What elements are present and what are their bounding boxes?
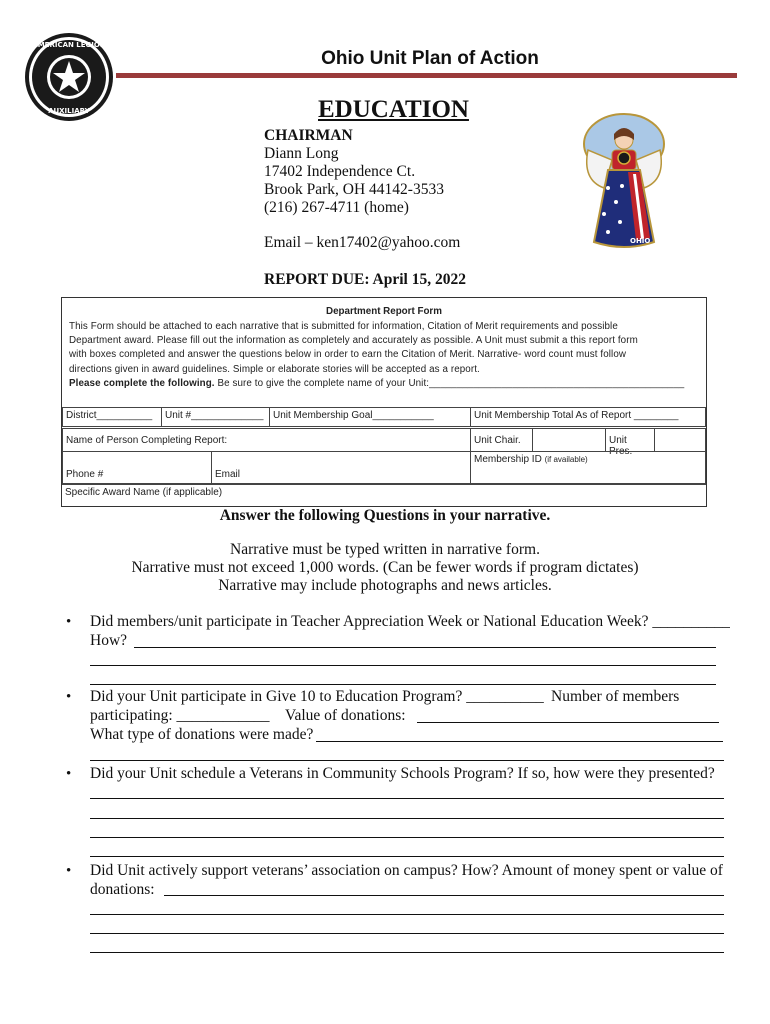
district-field[interactable]: District__________ (62, 407, 162, 427)
american-legion-auxiliary-logo (22, 25, 116, 129)
title-rule (116, 73, 737, 78)
form-intro-line5: Be sure to give the complete name of your Unit:______________________________________________ (214, 377, 685, 389)
q1-answer-line3[interactable] (90, 684, 716, 685)
chairman-name: Diann Long (264, 145, 339, 162)
question-1-how-label: How? (90, 632, 128, 649)
question-2-members-label: Number of members (551, 688, 680, 705)
form-intro-line1: This Form should be attached to each narrative that is submitted for information, Citation of Merit requirements and possible (69, 321, 618, 332)
chairman-address-line2: Brook Park, OH 44142-3533 (264, 181, 444, 198)
form-intro-bold: Please complete the following. (69, 377, 215, 389)
bullet-q3: • (66, 766, 72, 782)
form-header: Department Report Form (326, 306, 442, 317)
q4-answer-line1[interactable] (90, 914, 724, 915)
form-intro-line3: with boxes completed and answer the questions below in order to earn the Citation of Merit. Narrative- word count must follow (69, 349, 627, 361)
unit-membership-goal-field[interactable]: Unit Membership Goal___________ (269, 407, 471, 427)
unit-membership-total-field[interactable]: Unit Membership Total As of Report ________ (470, 407, 706, 427)
angel-pin-illustration (578, 110, 670, 256)
report-due: REPORT DUE: April 15, 2022 (264, 271, 466, 288)
rule-line2: Narrative must not exceed 1,000 words. (Can be fewer words if program dictates) (131, 559, 639, 576)
department-report-form (61, 297, 707, 507)
question-3: Did your Unit schedule a Veterans in Community Schools Program? If so, how were they presented? (90, 765, 715, 782)
narrative-rules (0, 541, 770, 595)
q3-answer-line3[interactable] (90, 837, 724, 838)
unit-number-field[interactable]: Unit #_____________ (161, 407, 270, 427)
email-field[interactable]: Email (211, 451, 471, 484)
unit-chair-value-field[interactable] (532, 428, 606, 452)
question-2-participating: participating: ____________ (90, 707, 270, 724)
question-2: Did your Unit participate in Give 10 to Education Program? __________ (90, 688, 544, 705)
section-title: EDUCATION (318, 96, 469, 123)
q4-answer-line3[interactable] (90, 952, 724, 953)
membership-id-field[interactable]: Membership ID (if available) (470, 451, 706, 484)
svg-text:AMERICAN LEGION: AMERICAN LEGION (32, 41, 106, 49)
q2-value-line[interactable] (417, 722, 719, 723)
person-completing-field[interactable]: Name of Person Completing Report: (62, 428, 471, 452)
q1-answer-line1[interactable] (134, 647, 716, 648)
chairman-block (264, 127, 444, 217)
document-title: Ohio Unit Plan of Action (321, 48, 539, 69)
q4-answer-line2[interactable] (90, 933, 724, 934)
question-1: Did members/unit participate in Teacher Appreciation Week or National Education Week? __________ (90, 613, 730, 630)
bullet-q1: • (66, 614, 72, 630)
svg-text:AUXILIARY: AUXILIARY (48, 107, 90, 115)
unit-chair-field[interactable]: Unit Chair. (470, 428, 533, 452)
chairman-address-line1: 17402 Independence Ct. (264, 163, 416, 180)
chairman-label: CHAIRMAN (264, 127, 353, 144)
question-2-value-label: Value of donations: (285, 707, 406, 724)
q2-answer-line[interactable] (90, 760, 724, 761)
rule-line3: Narrative may include photographs and news articles. (218, 577, 552, 594)
rule-line1: Narrative must be typed written in narrative form. (230, 541, 540, 558)
q1-answer-line2[interactable] (90, 665, 716, 666)
form-intro-line4: directions given in award guidelines. Simple or elaborate stories will be accepted as a report. (69, 363, 480, 375)
question-4: Did Unit actively support veterans’ association on campus? How? Amount of money spent or value of (90, 862, 723, 879)
unit-pres-field[interactable]: Unit Pres. (605, 428, 655, 452)
award-name-field[interactable]: Specific Award Name (if applicable) (62, 484, 706, 505)
bullet-q2: • (66, 689, 72, 705)
question-4-donations-label: donations: (90, 881, 155, 898)
unit-pres-value-field[interactable] (654, 428, 706, 452)
bullet-q4: • (66, 863, 72, 879)
q3-answer-line4[interactable] (90, 856, 724, 857)
chairman-email: Email – ken17402@yahoo.com (264, 234, 461, 251)
pin-ohio-text: OHIO (630, 237, 651, 245)
q3-answer-line2[interactable] (90, 818, 724, 819)
instructions-heading: Answer the following Questions in your narrative. (219, 507, 551, 524)
chairman-phone: (216) 267-4711 (home) (264, 199, 409, 216)
form-intro (69, 320, 695, 391)
q3-answer-line1[interactable] (90, 798, 724, 799)
form-intro-line2: Department award. Please fill out the information as completely and accurately as possible. A Unit must submit a this report form (69, 335, 638, 347)
q4-donations-line[interactable] (164, 895, 724, 896)
question-2-type: What type of donations were made? (90, 726, 314, 743)
phone-field[interactable]: Phone # (62, 451, 212, 484)
q2-type-line[interactable] (316, 741, 723, 742)
